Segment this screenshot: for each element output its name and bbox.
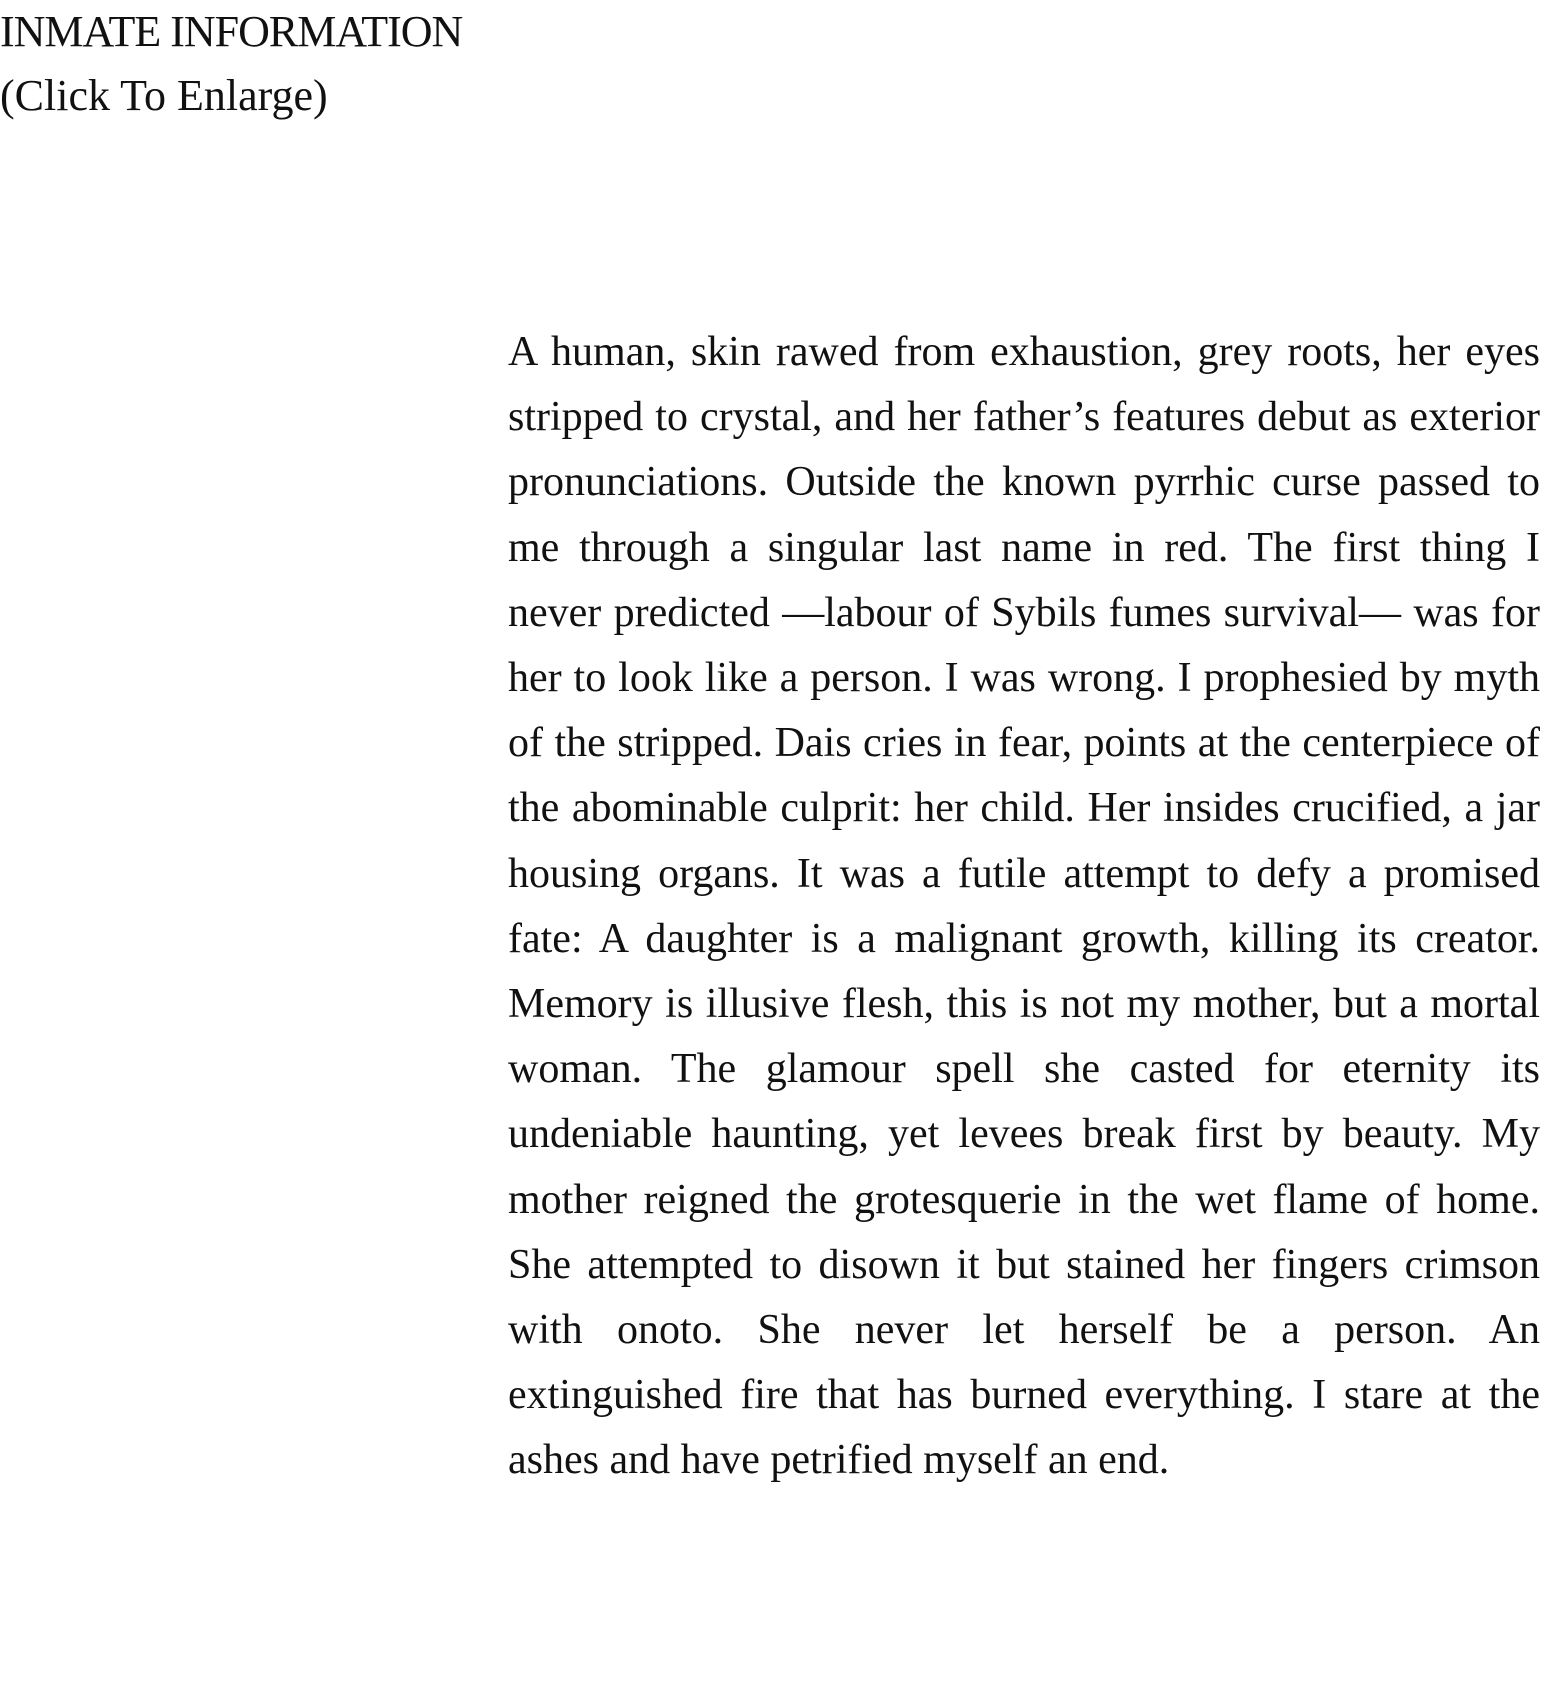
page-header — [0, 0, 700, 128]
page-title: INMATE INFORMATION — [0, 7, 463, 56]
click-to-enlarge-link[interactable]: (Click To Enlarge) — [0, 71, 328, 120]
poem-body-text: A human, skin rawed from exhaustion, grey roots, her eyes stripped to crystal, and her father’s features debut as exterior pronunciations. Outside the known pyrrhic curse passed to me through a singular last name in red. The first thing I never predicted —labour of Sybils fumes survival— was for her to look like a person. I was wrong. I prophesied by myth of the stripped. Dais cries in fear, points at the centerpiece of the abominable culprit: her child. Her insides crucified, a jar housing organs. It was a futile attempt to defy a promised fate: A daughter is a malignant growth, killing its creator. Memory is illusive flesh, this is not my mother, but a mortal woman. The glamour spell she casted for eternity its undeniable haunting, yet levees break first by beauty. My mother reigned the grotesquerie in the wet flame of home. She attempted to disown it but stained her fingers crimson with onoto. She never let herself be a person. An extinguished fire that has burned everything. I stare at the ashes and have petrified myself an end. — [508, 329, 1540, 1484]
